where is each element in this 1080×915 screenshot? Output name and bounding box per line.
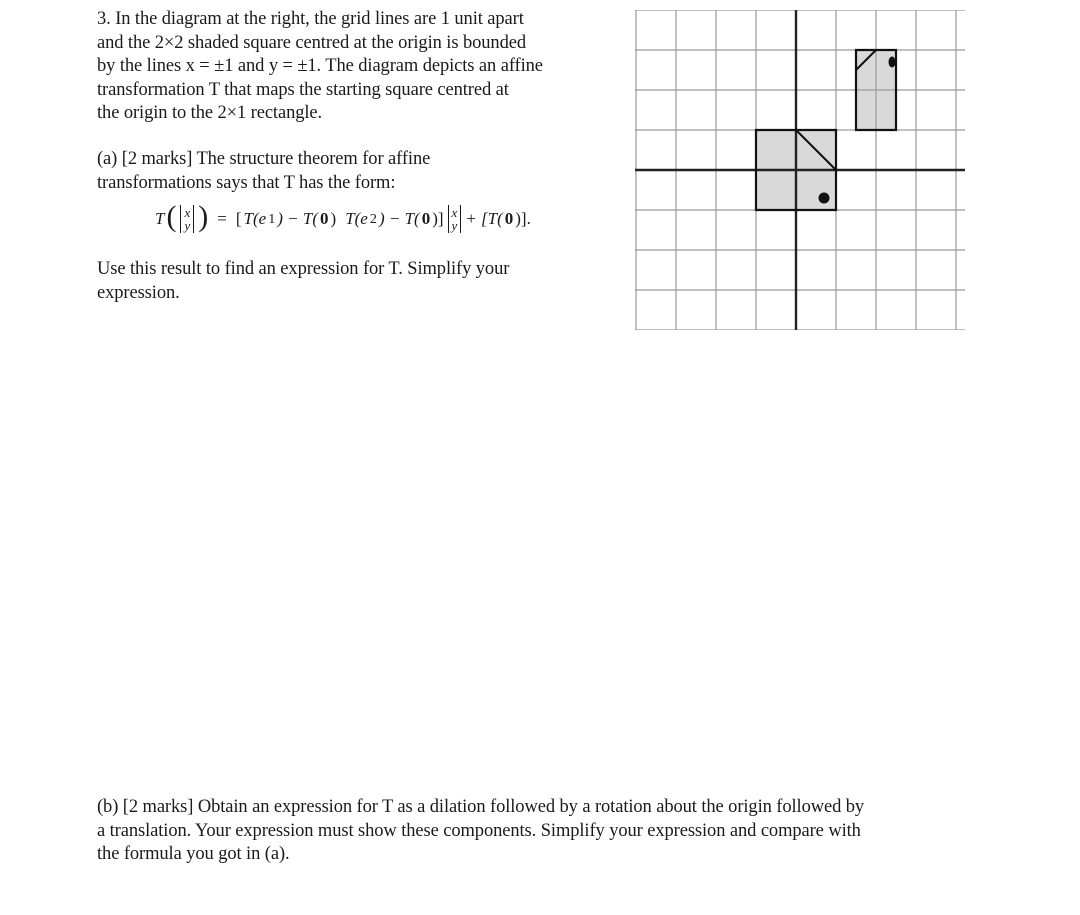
square-dot-marker: [819, 193, 830, 204]
formula-close2: )]: [432, 209, 444, 228]
part-a-prompt: [97, 148, 617, 195]
formula-zero1: 0: [320, 209, 329, 228]
formula-zero3: 0: [504, 209, 514, 228]
formula-paren-close: ): [198, 200, 209, 233]
formula-bracket-open: [: [235, 209, 242, 228]
vector-y: y: [184, 218, 191, 233]
vector-y: y: [451, 218, 458, 233]
part-b-line: a translation. Your expression must show these components. Simplify your expression and compare with: [97, 820, 861, 841]
formula-equals: =: [217, 209, 227, 228]
formula-xy-vector: [448, 205, 462, 233]
intro-line: and the 2×2 shaded square centred at the origin is bounded: [97, 32, 526, 53]
part-b-line: the formula you got in (a).: [97, 844, 290, 864]
vector-x: x: [184, 205, 191, 220]
formula-close1: ): [330, 209, 337, 228]
formula-paren-open: (: [166, 200, 177, 233]
part-b-prompt: [97, 796, 1017, 867]
formula-T-e1: T(e: [243, 209, 267, 228]
structure-theorem-formula: [155, 200, 531, 234]
part-b-line: (b) [2 marks] Obtain an expression for T as a dilation followed by a rotation about the origin followed by: [97, 797, 865, 817]
part-a-line: (a) [2 marks] The structure theorem for affine: [97, 149, 431, 169]
formula-T: T: [155, 209, 165, 228]
rectangle-dot-marker: [889, 57, 896, 68]
formula-input-vector: [180, 205, 194, 233]
intro-line: the origin to the 2×1 rectangle.: [97, 103, 323, 123]
part-a-line: transformations says that T has the form:: [97, 172, 396, 193]
formula-plus: + [T(: [465, 209, 503, 228]
formula-minus1: ) − T(: [277, 209, 319, 228]
question-intro: [97, 8, 617, 126]
affine-grid-diagram: [635, 10, 965, 330]
instruction-line: expression.: [97, 282, 180, 303]
formula-end: )].: [515, 209, 531, 228]
formula-T-e2: T(e: [345, 209, 368, 228]
formula-zero2: 0: [421, 209, 431, 228]
part-a-instruction: [97, 258, 617, 305]
vector-x: x: [451, 205, 458, 220]
formula-sub2: 2: [369, 210, 377, 227]
formula-sub1: 1: [268, 210, 276, 227]
formula-minus2: ) − T(: [378, 209, 420, 228]
intro-line: 3. In the diagram at the right, the grid lines are 1 unit apart: [97, 9, 524, 29]
intro-line: by the lines x = ±1 and y = ±1. The diagram depicts an affine: [97, 56, 543, 76]
instruction-line: Use this result to find an expression for T. Simplify your: [97, 259, 510, 279]
intro-line: transformation T that maps the starting square centred at: [97, 79, 509, 100]
